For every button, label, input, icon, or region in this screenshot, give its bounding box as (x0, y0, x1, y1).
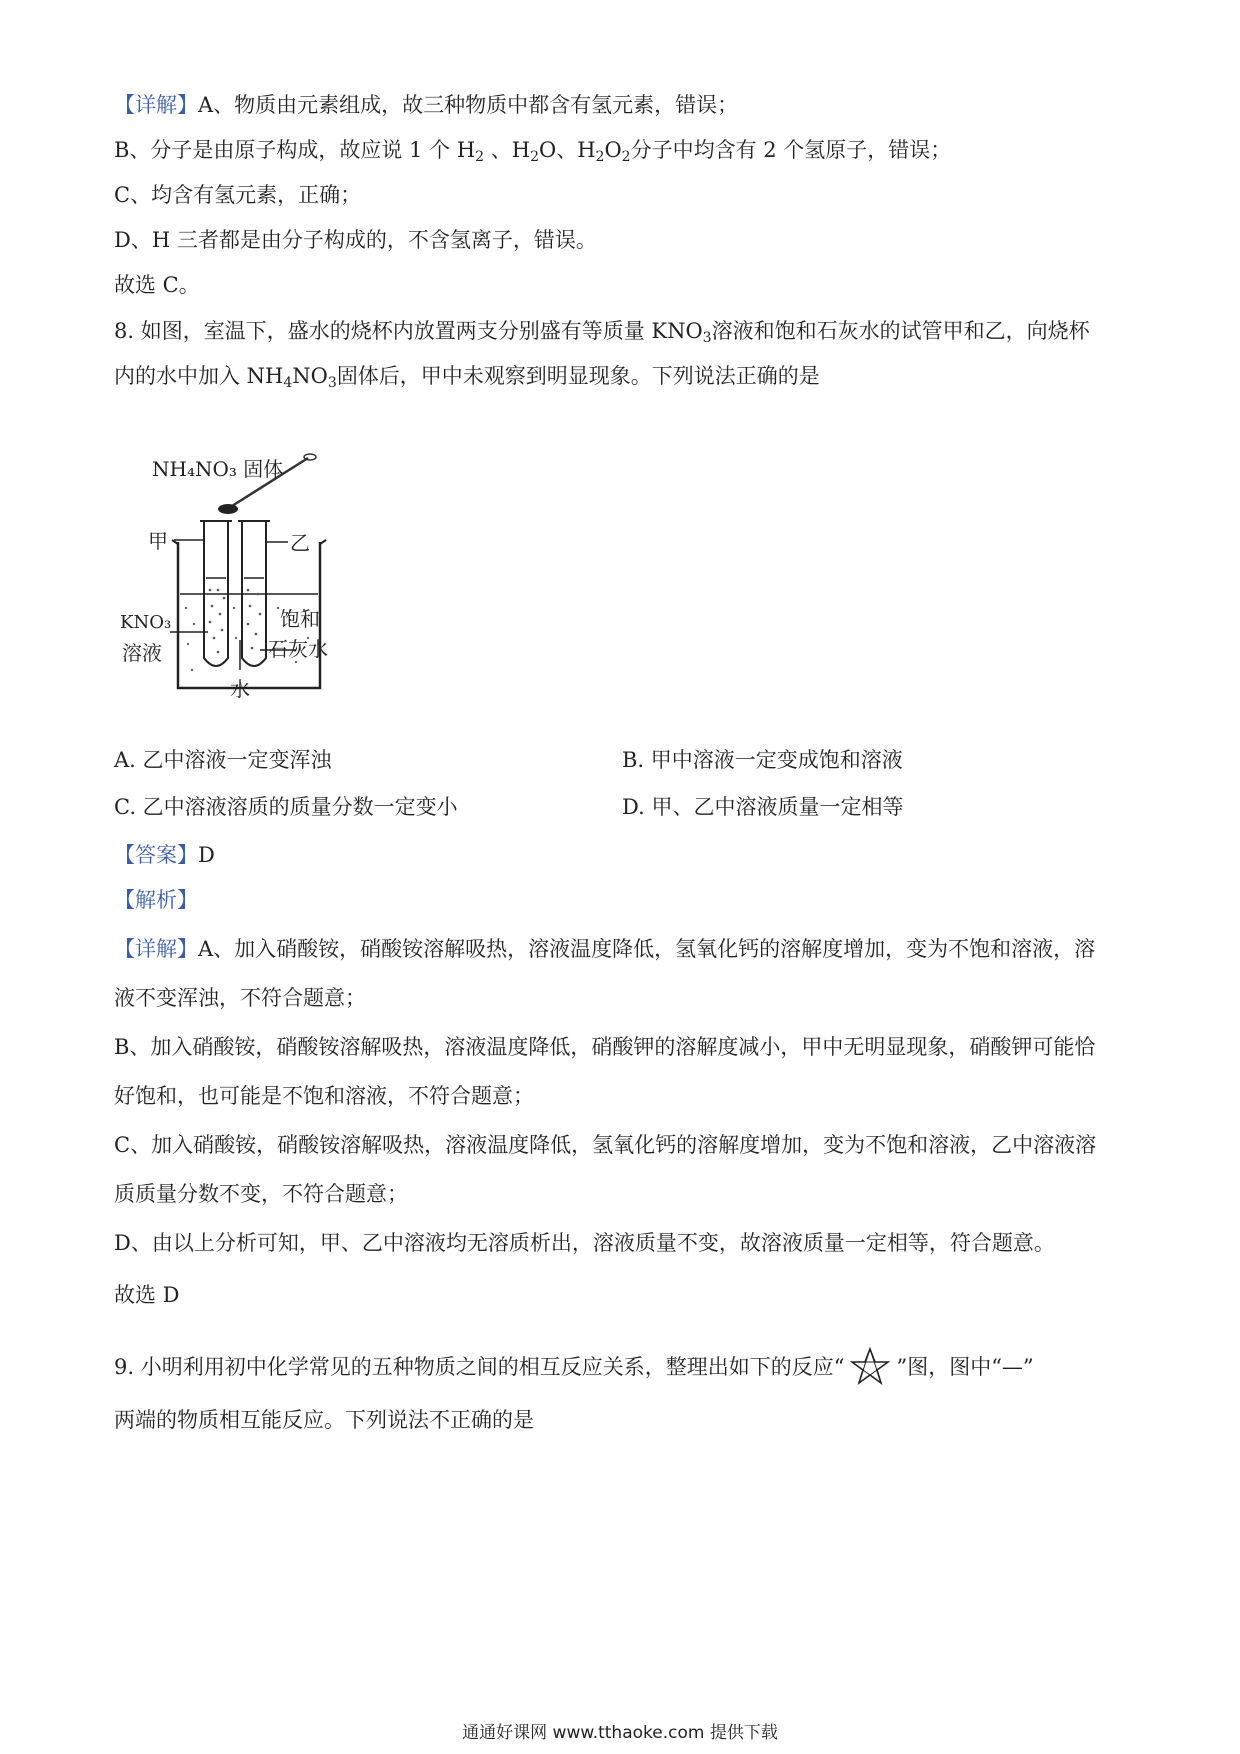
solid-label: NH₄NO₃ 固体 (152, 457, 284, 481)
q8-detail-d: D、由以上分析可知，甲、乙中溶液均无溶质析出，溶液质量不变，故溶液质量一定相等，符合题意。 (114, 1231, 1055, 1255)
q9-stem-line2: 两端的物质相互能反应。下列说法不正确的是 (114, 1408, 534, 1432)
q8-detail-b1: B、加入硝酸铵，硝酸铵溶解吸热，溶液温度降低，硝酸钾的溶解度减小，甲中无明显现象，硝酸钾可能恰 (114, 1035, 1096, 1059)
detail-choose: 故选 C。 (114, 273, 200, 297)
q8-stem-line1: 8. 如图，室温下，盛水的烧杯内放置两支分别盛有等质量 $KNO_3$溶液和饱和石灰水的试管甲和乙，向烧杯 (114, 319, 1090, 346)
tube-a-label: 甲 (148, 529, 168, 553)
q8-stem-line2: 内的水中加入 $NH_4NO_3$固体后，甲中未观察到明显现象。下列说法正确的是 (114, 364, 820, 391)
detail-line-a: 【详解】A、物质由元素组成，故三种物质中都含有氢元素，错误； (114, 93, 739, 117)
q8-detail-b2: 好饱和，也可能是不饱和溶液，不符合题意； (114, 1084, 534, 1108)
q8-detail-a1: 【详解】A、加入硝酸铵，硝酸铵溶解吸热，溶液温度降低，氢氧化钙的溶解度增加，变为不饱和溶液，溶 (114, 937, 1096, 961)
detail-line-d: D、H 三者都是由分子构成的，不含氢离子，错误。 (114, 228, 597, 252)
detail-line-c: C、均含有氢元素，正确； (114, 183, 362, 207)
q8-detail-tag: 【详解】 (114, 937, 198, 961)
option-d: D. 甲、乙中溶液质量一定相等 (622, 795, 904, 819)
q8-detail-c2: 质质量分数不变，不符合题意； (114, 1182, 408, 1206)
answer-line (114, 840, 215, 870)
beaker-figure (120, 448, 380, 704)
q8-choose: 故选 D (114, 1283, 180, 1307)
answer-tag: 【答案】 (114, 843, 198, 867)
saturated-label: 饱和 (280, 607, 320, 631)
option-c: C. 乙中溶液溶质的质量分数一定变小 (114, 795, 458, 819)
detail-tag: 【详解】 (114, 93, 198, 117)
kno3-label: KNO₃ (120, 612, 172, 633)
limewater-label: 石灰水 (268, 637, 328, 661)
detail-line-b: B、分子是由原子构成，故应说 1 个 $H_2$ 、$H_2O$、$H_2O_2$分子中均含有 2 个氢原子，错误； (114, 138, 952, 165)
page-footer: 通通好课网 www.tthaoke.com 提供下载 (462, 1723, 778, 1743)
solution-label: 溶液 (122, 641, 162, 665)
analysis-tag: 【解析】 (114, 888, 198, 912)
q9-stem-line1: 9. 小明利用初中化学常见的五种物质之间的相互反应关系，整理出如下的反应“ ”图，图中“—” (114, 1346, 1034, 1386)
option-b: B. 甲中溶液一定变成饱和溶液 (622, 748, 903, 772)
tube-b-label: 乙 (290, 531, 310, 555)
q8-detail-c1: C、加入硝酸铵，硝酸铵溶解吸热，溶液温度降低，氢氧化钙的溶解度增加，变为不饱和溶液，乙中溶液溶 (114, 1133, 1097, 1157)
option-a: A. 乙中溶液一定变浑浊 (114, 748, 332, 772)
star-icon (850, 1346, 890, 1386)
water-label: 水 (230, 677, 250, 701)
q8-detail-a2: 液不变浑浊，不符合题意； (114, 986, 366, 1010)
answer-value: D (198, 843, 215, 867)
